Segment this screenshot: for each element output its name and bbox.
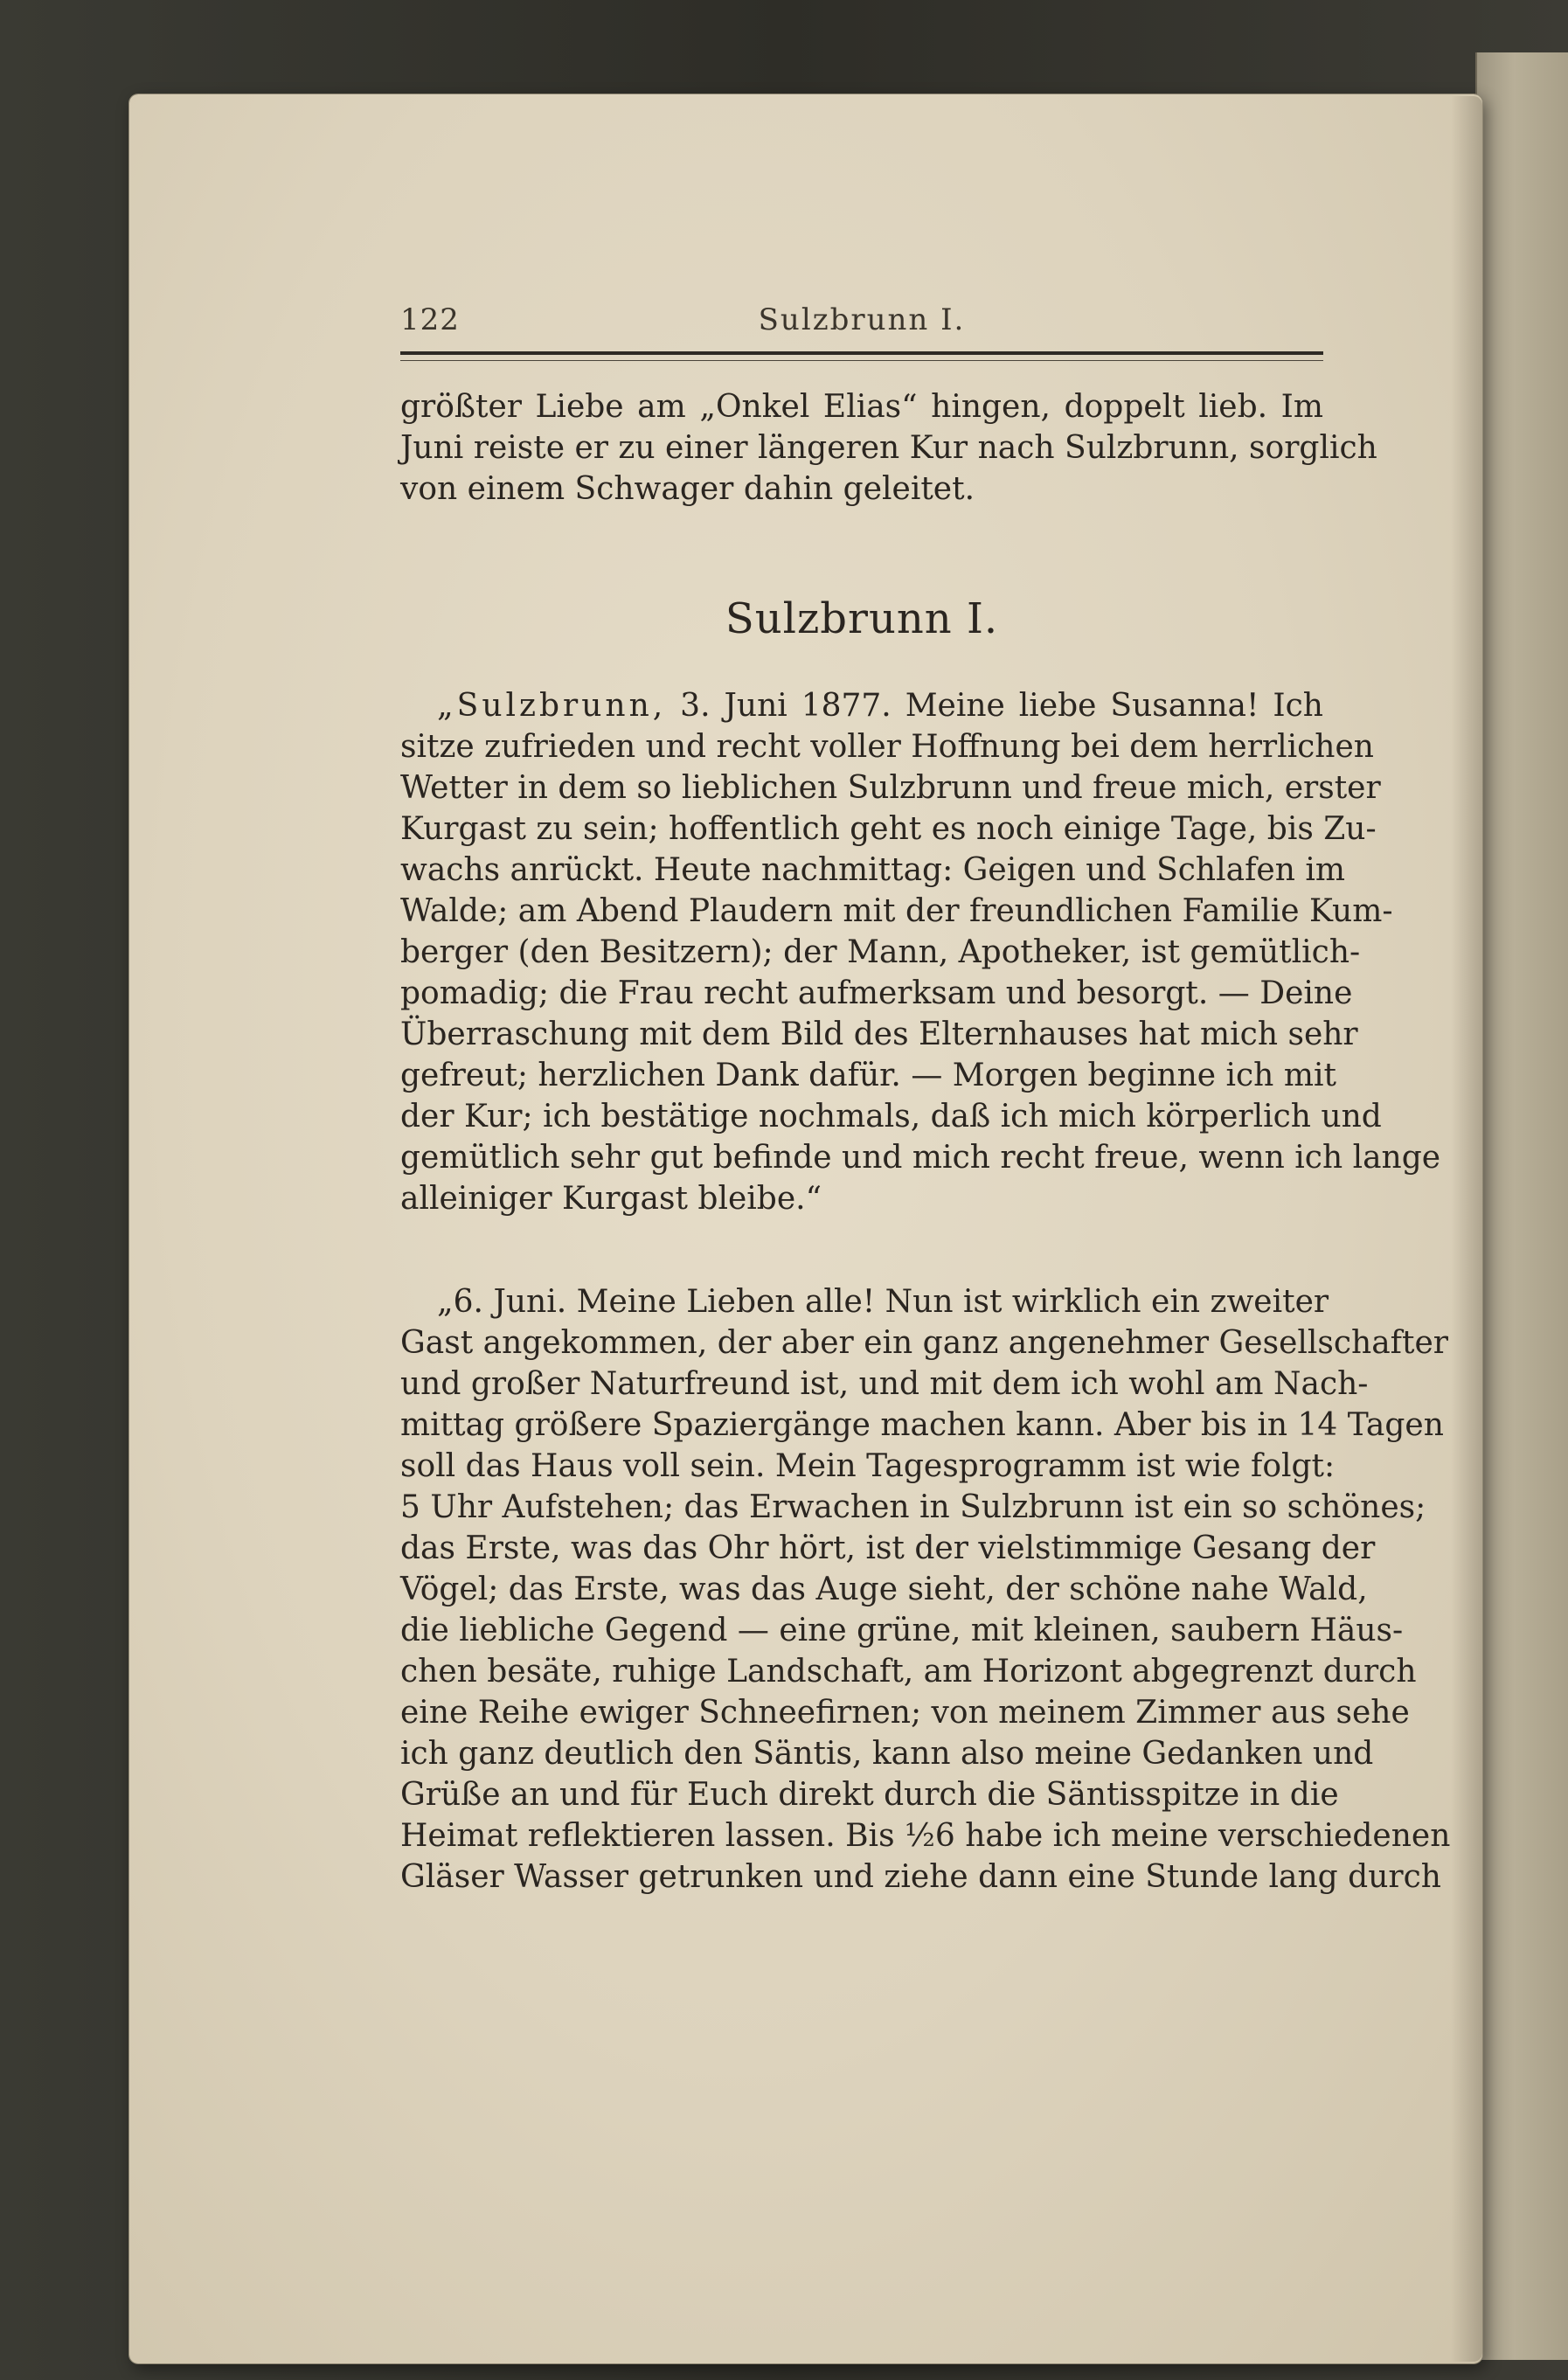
letter-opening: 3. Juni 1877. Meine liebe Susanna! Ich <box>666 688 1323 724</box>
intro-paragraph <box>400 386 1377 510</box>
text-line: von einem Schwager dahin geleitet. <box>400 471 975 507</box>
text-line: „6. Juni. Meine Lieben alle! Nun ist wirklich ein zweiter <box>437 1284 1329 1320</box>
text-line: gefreut; herzlichen Dank dafür. — Morgen beginne ich mit <box>400 1058 1336 1093</box>
text-line: alleiniger Kurgast bleibe.“ <box>400 1181 822 1217</box>
text-line: Überraschung mit dem Bild des Elternhauses hat mich sehr <box>400 1017 1358 1052</box>
text-line <box>400 685 1323 726</box>
text-line: chen besäte, ruhige Landschaft, am Horizont abgegrenzt durch <box>400 1654 1417 1690</box>
text-line: Kurgast zu sein; hoffentlich geht es noch einige Tage, bis Zu- <box>400 811 1377 847</box>
letter-paragraph-1 <box>400 685 1441 1219</box>
text-line: Gläser Wasser getrunken und ziehe dann eine Stunde lang durch <box>400 1859 1441 1895</box>
page-number: 122 <box>400 302 460 337</box>
text-line: das Erste, was das Ohr hört, ist der vielstimmige Gesang der <box>400 1530 1376 1566</box>
text-line: Grüße an und für Euch direkt durch die Säntisspitze in die <box>400 1777 1339 1813</box>
running-title: Sulzbrunn I. <box>758 302 966 337</box>
text-line: der Kur; ich bestätige nochmals, daß ich mich körperlich und <box>400 1099 1382 1134</box>
text-line: pomadig; die Frau recht aufmerksam und besorgt. — Deine <box>400 975 1353 1011</box>
text-line: Juni reiste er zu einer längeren Kur nach Sulzbrunn, sorglich <box>400 430 1377 466</box>
page-header <box>400 302 1323 346</box>
next-page-edge <box>1475 52 1568 2360</box>
text-line: eine Reihe ewiger Schneefirnen; von meinem Zimmer aus sehe <box>400 1695 1410 1731</box>
letter-place: „Sulzbrunn, <box>437 688 667 724</box>
text-line: Heimat reflektieren lassen. Bis ½6 habe ich meine verschiedenen <box>400 1818 1451 1854</box>
text-line: gemütlich sehr gut befinde und mich recht freue, wenn ich lange <box>400 1140 1441 1176</box>
section-title: Sulzbrunn I. <box>725 594 999 643</box>
text-line: berger (den Besitzern); der Mann, Apotheker, ist gemütlich- <box>400 934 1361 970</box>
header-rule <box>400 351 1323 355</box>
text-line: soll das Haus voll sein. Mein Tagesprogramm ist wie folgt: <box>400 1448 1336 1484</box>
text-line: sitze zufrieden und recht voller Hoffnung bei dem herrlichen <box>400 729 1374 765</box>
text-line: größter Liebe am „Onkel Elias“ hingen, doppelt lieb. Im <box>400 389 1323 425</box>
text-line: 5 Uhr Aufstehen; das Erwachen in Sulzbrunn ist ein so schönes; <box>400 1489 1426 1525</box>
text-line: ich ganz deutlich den Säntis, kann also meine Gedanken und <box>400 1736 1374 1772</box>
text-line: mittag größere Spaziergänge machen kann. Aber bis in 14 Tagen <box>400 1407 1444 1443</box>
text-line: wachs anrückt. Heute nachmittag: Geigen und Schlafen im <box>400 852 1345 888</box>
text-line: Gast angekommen, der aber ein ganz angenehmer Gesellschafter <box>400 1325 1448 1361</box>
text-line: die liebliche Gegend — eine grüne, mit kleinen, saubern Häus- <box>400 1613 1404 1648</box>
text-line: und großer Naturfreund ist, und mit dem ich wohl am Nach- <box>400 1366 1369 1402</box>
text-line: Vögel; das Erste, was das Auge sieht, der schöne nahe Wald, <box>400 1572 1368 1607</box>
header-rule-thin <box>400 360 1323 361</box>
letter-paragraph-2 <box>400 1281 1451 1898</box>
text-line: Wetter in dem so lieblichen Sulzbrunn und freue mich, erster <box>400 770 1381 806</box>
text-line: Walde; am Abend Plaudern mit der freundlichen Familie Kum- <box>400 893 1393 929</box>
page-shadow-edge <box>1451 96 1482 2362</box>
